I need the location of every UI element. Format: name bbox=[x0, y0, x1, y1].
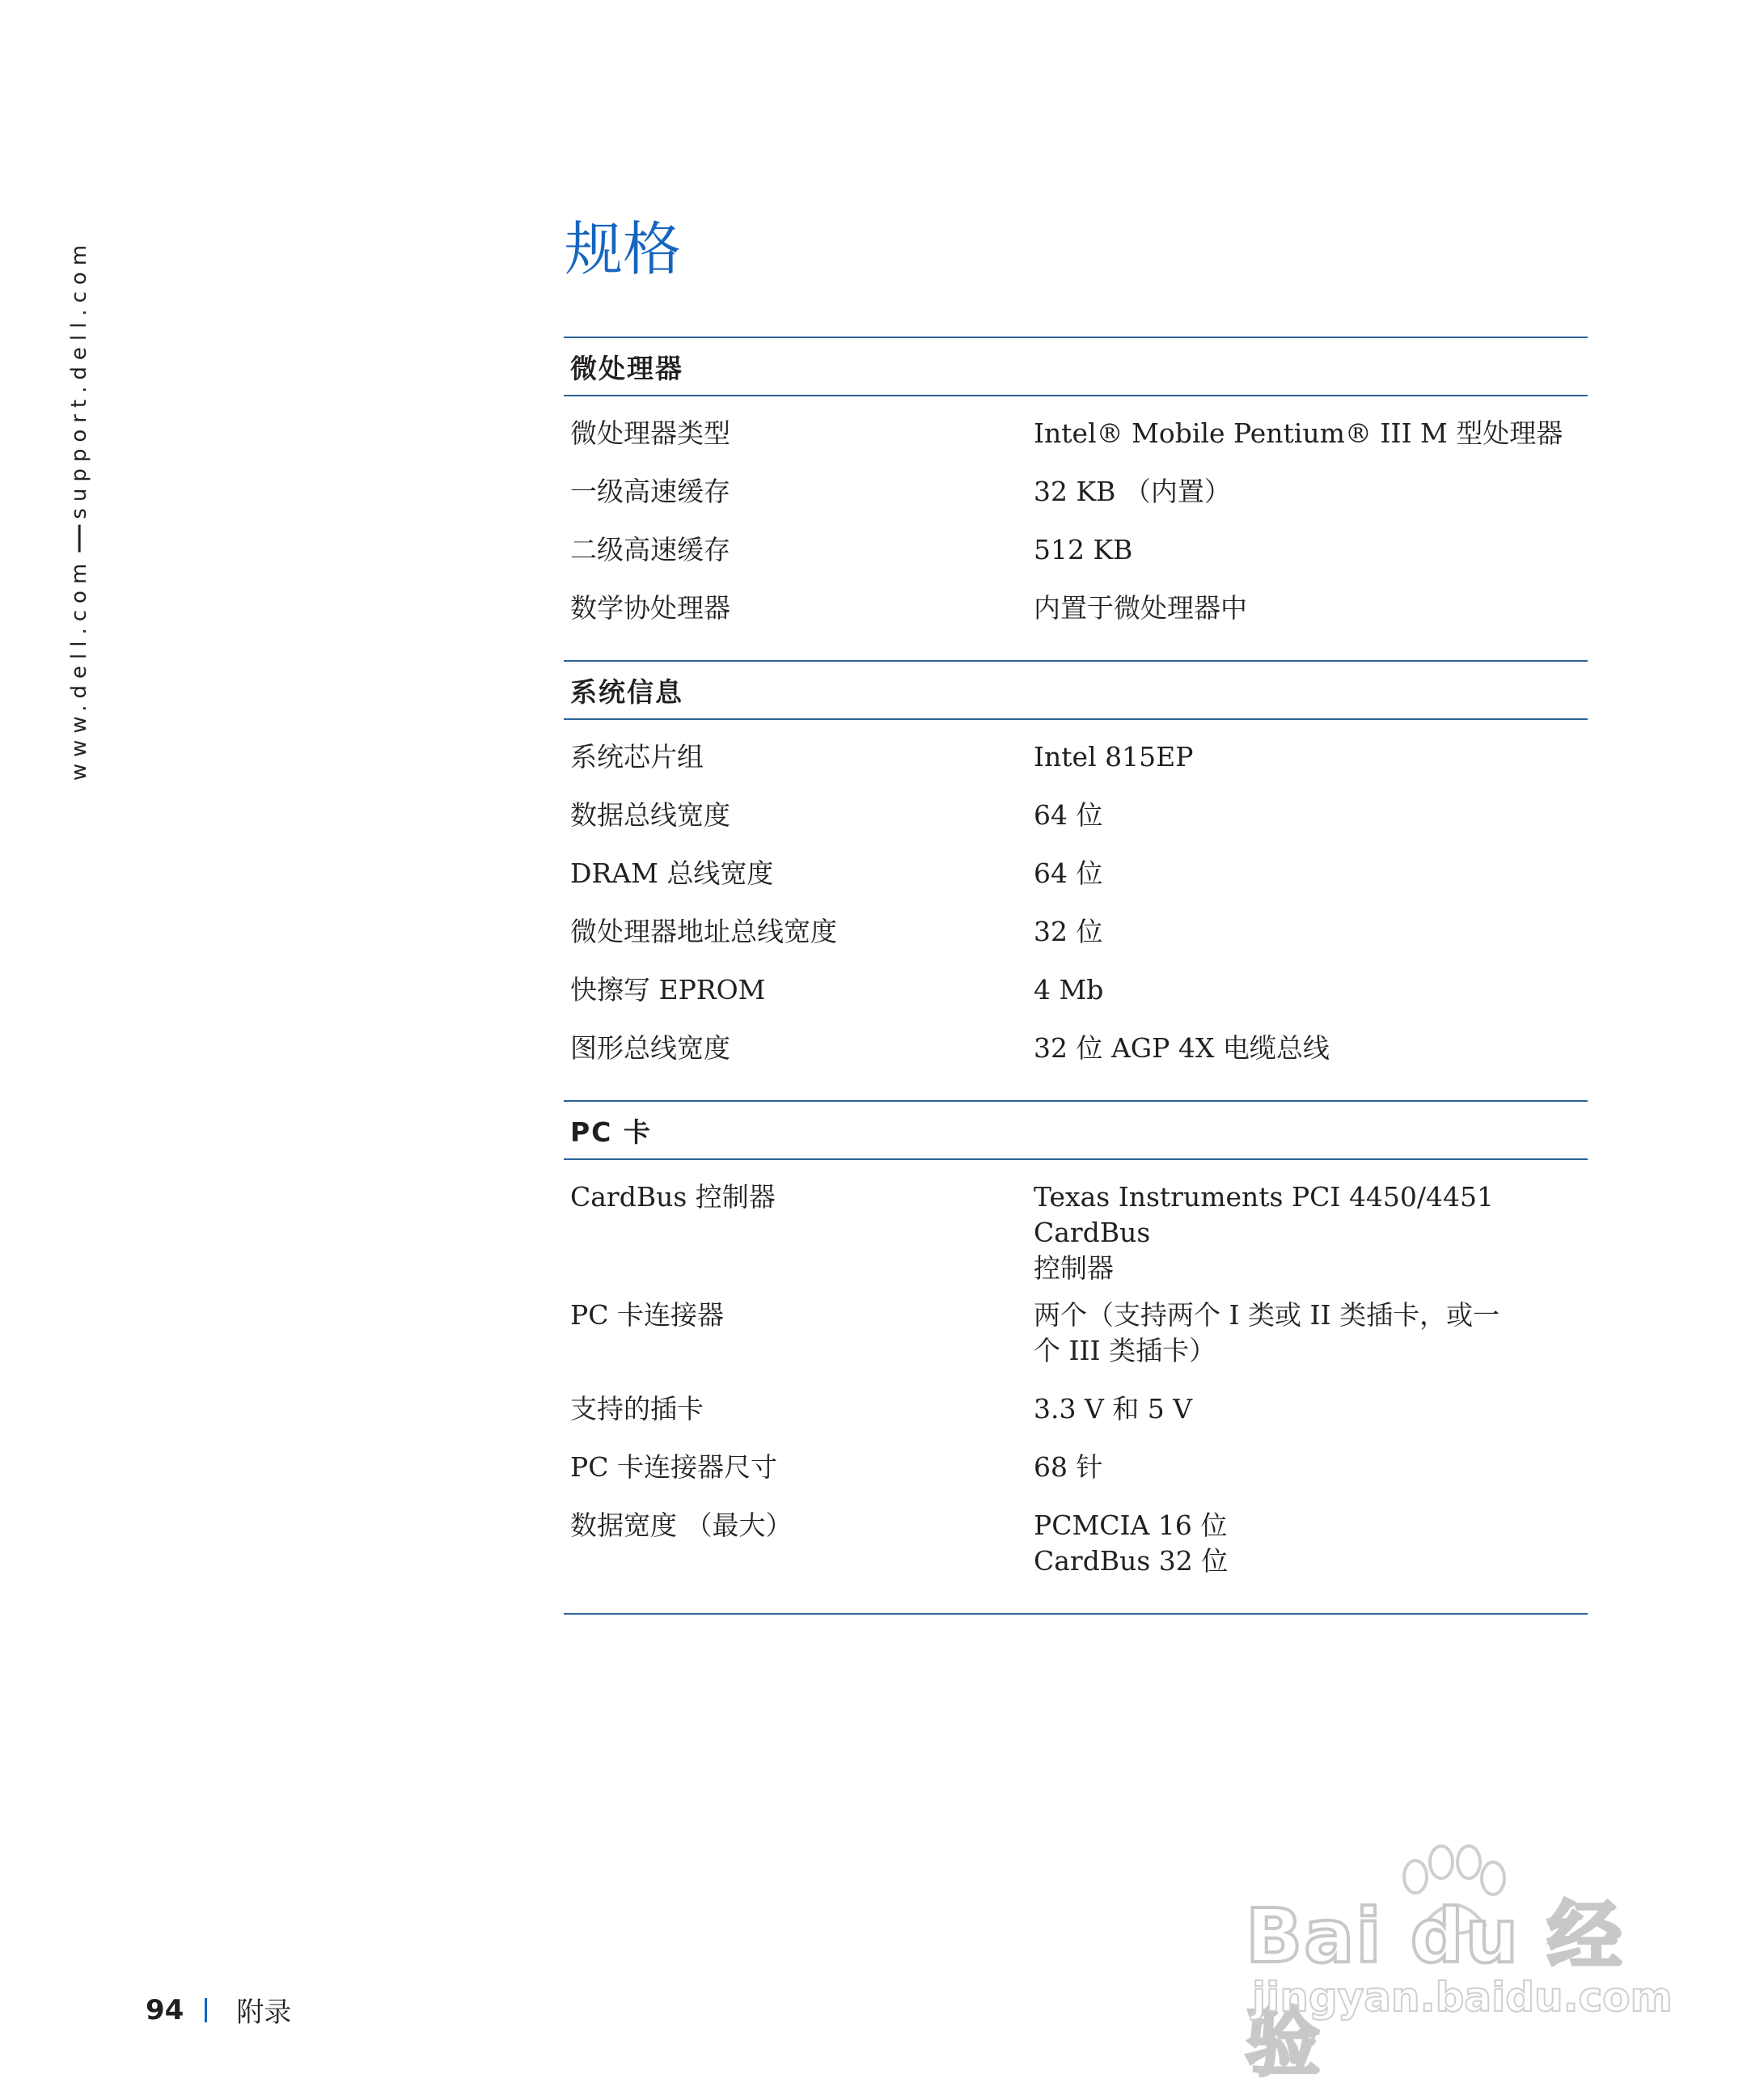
spec-label: 系统芯片组 bbox=[570, 741, 704, 773]
spec-row bbox=[564, 521, 1588, 579]
spec-value-line: 3.3 V 和 5 V bbox=[1034, 1393, 1193, 1425]
spec-value bbox=[1034, 404, 1588, 451]
spec-value-line: Texas Instruments PCI 4450/4451 CardBus bbox=[1034, 1181, 1503, 1248]
section-rows bbox=[564, 1160, 1588, 1613]
spec-row bbox=[564, 903, 1588, 961]
spec-label: PC 卡连接器尺寸 bbox=[570, 1451, 777, 1483]
spec-value-line: 64 位 bbox=[1034, 799, 1103, 831]
spec-value-line: Intel® Mobile Pentium® III M 型处理器 bbox=[1034, 417, 1563, 449]
spec-row bbox=[564, 1380, 1588, 1438]
spec-value bbox=[1034, 1380, 1588, 1427]
spec-label: 数据总线宽度 bbox=[570, 799, 730, 831]
spec-value bbox=[1034, 786, 1588, 833]
section-heading: 微处理器 bbox=[564, 338, 1588, 396]
section-heading: 系统信息 bbox=[564, 662, 1588, 720]
spec-value-line: CardBus 32 位 bbox=[1034, 1545, 1229, 1577]
spec-label: 二级高速缓存 bbox=[570, 534, 730, 565]
spec-value bbox=[1034, 521, 1588, 568]
spec-row bbox=[564, 845, 1588, 903]
spec-value bbox=[1034, 845, 1588, 891]
spec-value bbox=[1034, 463, 1588, 510]
side-url-support: support.dell.com bbox=[67, 238, 92, 519]
spec-value bbox=[1034, 903, 1588, 950]
baidu-watermark bbox=[1246, 1844, 1673, 2086]
spec-label: 数学协处理器 bbox=[570, 592, 730, 624]
spec-value-line: 两个（支持两个 I 类或 II 类插卡，或一 bbox=[1034, 1299, 1500, 1331]
side-url-separator bbox=[78, 524, 81, 552]
spec-value-line: 控制器 bbox=[1034, 1252, 1114, 1284]
spec-value bbox=[1034, 579, 1588, 626]
spec-value-line: 64 位 bbox=[1034, 857, 1103, 889]
spec-value-line: 68 针 bbox=[1034, 1451, 1103, 1483]
spec-row bbox=[564, 1286, 1588, 1380]
spec-row bbox=[564, 961, 1588, 1019]
spec-row bbox=[564, 1019, 1588, 1078]
spec-row bbox=[564, 579, 1588, 637]
page-number: 94 bbox=[146, 1993, 184, 2026]
spec-value-line: 512 KB bbox=[1034, 534, 1133, 565]
spec-label: 快擦写 EPROM bbox=[570, 974, 766, 1006]
spec-label: 支持的插卡 bbox=[570, 1393, 704, 1425]
specs-table bbox=[564, 337, 1588, 1615]
spec-label: 数据宽度 （最大） bbox=[570, 1509, 793, 1541]
spec-row bbox=[564, 1497, 1588, 1590]
spec-value bbox=[1034, 1497, 1588, 1579]
section-rows bbox=[564, 396, 1588, 660]
side-url-banner bbox=[63, 231, 95, 789]
page-footer bbox=[146, 1990, 291, 2030]
spec-row bbox=[564, 728, 1588, 786]
spec-value-line: 个 III 类插卡） bbox=[1034, 1335, 1216, 1366]
footer-section-name: 附录 bbox=[236, 1996, 292, 2029]
spec-section bbox=[564, 337, 1588, 660]
spec-value bbox=[1034, 961, 1588, 1008]
spec-label: 一级高速缓存 bbox=[570, 476, 730, 507]
page-title: 规格 bbox=[565, 215, 682, 283]
spec-label: PC 卡连接器 bbox=[570, 1299, 724, 1331]
spec-value bbox=[1034, 1286, 1588, 1369]
spec-section bbox=[564, 1100, 1588, 1615]
spec-value-line: 32 KB （内置） bbox=[1034, 476, 1231, 507]
spec-row bbox=[564, 1168, 1588, 1286]
spec-label: CardBus 控制器 bbox=[570, 1181, 776, 1213]
section-heading: PC 卡 bbox=[564, 1102, 1588, 1160]
spec-value bbox=[1034, 1438, 1588, 1485]
spec-label: DRAM 总线宽度 bbox=[570, 857, 774, 889]
spec-section bbox=[564, 660, 1588, 1100]
spec-value bbox=[1034, 1168, 1588, 1286]
spec-value bbox=[1034, 1019, 1588, 1066]
spec-label: 微处理器地址总线宽度 bbox=[570, 916, 837, 947]
spec-label: 微处理器类型 bbox=[570, 417, 730, 449]
spec-value-line: 32 位 bbox=[1034, 916, 1103, 947]
section-rows bbox=[564, 720, 1588, 1100]
spec-value-line: 4 Mb bbox=[1034, 974, 1104, 1006]
watermark-logo: Bai du 经验 bbox=[1246, 1893, 1624, 2086]
spec-row bbox=[564, 1438, 1588, 1497]
side-url-www: www.dell.com bbox=[67, 557, 92, 781]
spec-row bbox=[564, 786, 1588, 845]
spec-row bbox=[564, 404, 1588, 463]
spec-value-line: Intel 815EP bbox=[1034, 741, 1194, 773]
spec-row bbox=[564, 463, 1588, 521]
spec-value-line: PCMCIA 16 位 bbox=[1034, 1509, 1228, 1541]
spec-label: 图形总线宽度 bbox=[570, 1032, 730, 1064]
footer-separator bbox=[205, 1998, 207, 2022]
spec-value-line: 内置于微处理器中 bbox=[1034, 592, 1247, 624]
spec-value bbox=[1034, 728, 1588, 775]
watermark-url: jingyan.baidu.com bbox=[1252, 1974, 1673, 2021]
spec-value-line: 32 位 AGP 4X 电缆总线 bbox=[1034, 1032, 1330, 1064]
